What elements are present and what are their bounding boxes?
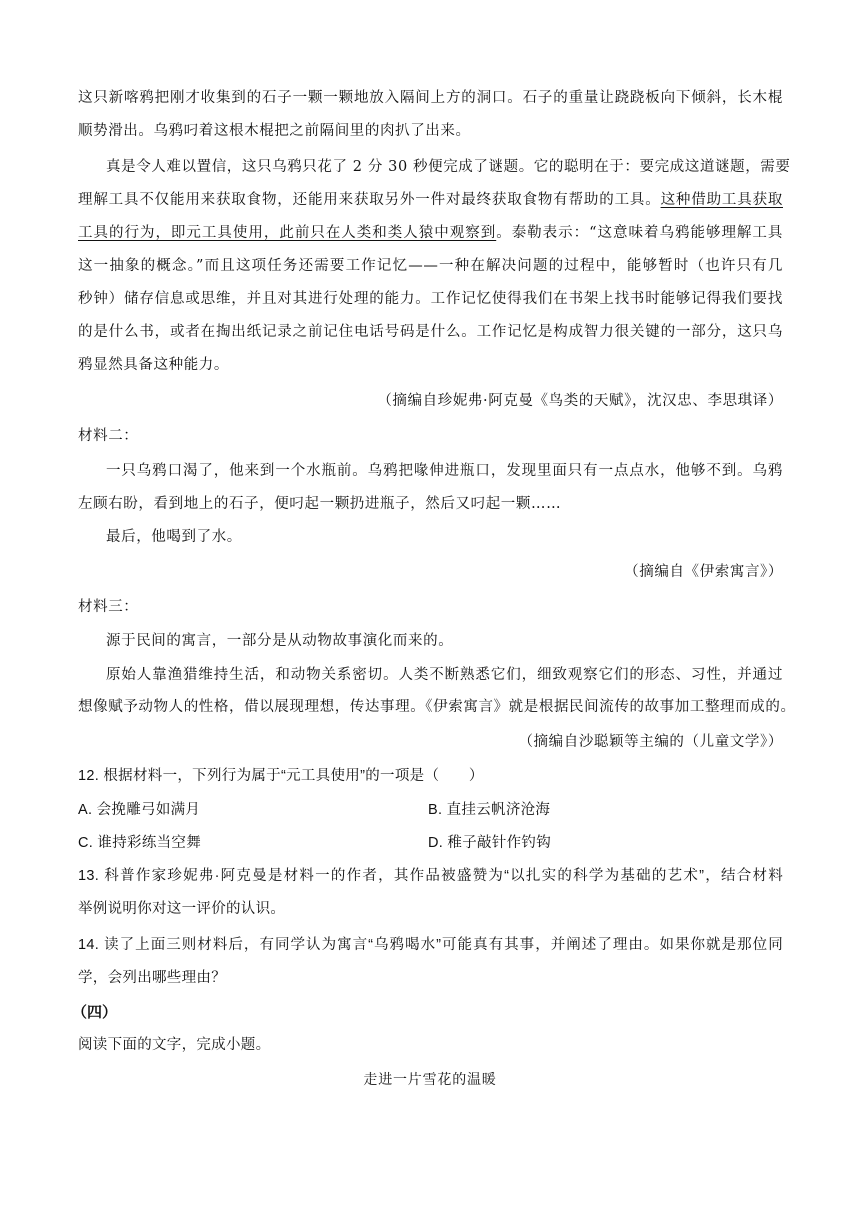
q13-line1: 13. 科普作家珍妮弗·阿克曼是材料一的作者，其作品被盛赞为“以扎实的科学为基础的艺术”，结合材料	[78, 868, 783, 884]
material3-p2-line1: 原始人靠渔猎维持生活，和动物关系密切。人类不断熟悉它们，细致观察它们的形态、习性，并通过	[106, 667, 783, 683]
section-instruction: 阅读下面的文字，完成小题。	[78, 1037, 271, 1053]
section-heading: （四）	[72, 1003, 118, 1021]
material1-p2-line1: 真是令人难以置信，这只乌鸦只花了 2 分 30 秒便完成了谜题。它的聪明在于：要完成这道谜题，需要	[106, 159, 791, 175]
material1-p2-line4: 这一抽象的概念。”而且这项任务还需要工作记忆——一种在解决问题的过程中，能够暂时（也许只有几	[78, 258, 783, 274]
material2-p2: 最后，他喝到了水。	[106, 529, 242, 545]
q12-option-d[interactable]: D. 稚子敲针作钓钩	[428, 835, 552, 851]
q14-line2: 学，会列出哪些理由？	[78, 970, 226, 986]
q12-option-c[interactable]: C. 谁持彩练当空舞	[78, 835, 202, 851]
article-title: 走进一片雪花的温暖	[363, 1072, 497, 1088]
material1-p1-line2: 顺势滑出。乌鸦叼着这根木棍把之前隔间里的肉扒了出来。	[78, 123, 471, 139]
material3-label: 材料三：	[78, 599, 139, 615]
material1-p2-line7: 鸦显然具备这种能力。	[78, 357, 229, 373]
material1-p2-line3	[78, 223, 783, 243]
q12-stem: 12. 根据材料一，下列行为属于“元工具使用”的一项是（ ）	[78, 768, 484, 784]
material3-source: （摘编自沙聪颖等主编的（儿童文学》）	[518, 734, 783, 750]
q12-option-a[interactable]: A. 会挽雕弓如满月	[78, 802, 201, 818]
q13-line2: 举例说明你对这一评价的认识。	[78, 901, 286, 917]
material1-p2-line6: 的是什么书，或者在掏出纸记录之前记住电话号码是什么。工作记忆是构成智力很关键的一部分，这只乌	[78, 324, 783, 340]
material1-p2-line5: 秒钟）储存信息或思维，并且对其进行处理的能力。工作记忆使得我们在书架上找书时能够记得我们要找	[78, 291, 783, 307]
underlined-text: 这种借助工具获取	[660, 192, 783, 208]
material2-p1-line2: 左顾右盼，看到地上的石子，便叼起一颗扔进瓶子，然后又叼起一颗……	[78, 496, 562, 512]
material1-p1-line1: 这只新喀鸦把刚才收集到的石子一颗一颗地放入隔间上方的洞口。石子的重量让跷跷板向下倾斜，长木棍	[78, 90, 783, 106]
q12-option-b[interactable]: B. 直挂云帆济沧海	[428, 802, 551, 818]
underlined-text: 工具的行为，即元工具使用，此前只在人类和类人猿中观察到	[78, 225, 497, 241]
material3-p2-line2: 想像赋予动物人的性格，借以展现理想，传达事理。《伊索寓言》就是根据民间流传的故事加工整理而成的。	[78, 699, 796, 715]
p2-line2-plain: 理解工具不仅能用来获取食物，还能用来获取另外一件对最终获取食物有帮助的工具。	[78, 192, 661, 208]
material2-p1-line1: 一只乌鸦口渴了，他来到一个水瓶前。乌鸦把喙伸进瓶口，发现里面只有一点点水，他够不到。乌鸦	[106, 463, 783, 479]
material2-source: （摘编自《伊索寓言》）	[624, 564, 783, 580]
material3-p1: 源于民间的寓言，一部分是从动物故事演化而来的。	[106, 633, 454, 649]
q14-line1: 14. 读了上面三则材料后，有同学认为寓言“乌鸦喝水”可能真有其事，并阐述了理由。如果你就是那位同	[78, 937, 783, 953]
p2-line3-plain: 。泰勒表示：“这意味着乌鸦能够理解工具	[496, 225, 784, 241]
material2-label: 材料二：	[78, 428, 139, 444]
material1-source: （摘编自珍妮弗·阿克曼《鸟类的天赋》，沈汉忠、李思琪译）	[377, 393, 783, 409]
material1-p2-line2	[78, 190, 783, 210]
